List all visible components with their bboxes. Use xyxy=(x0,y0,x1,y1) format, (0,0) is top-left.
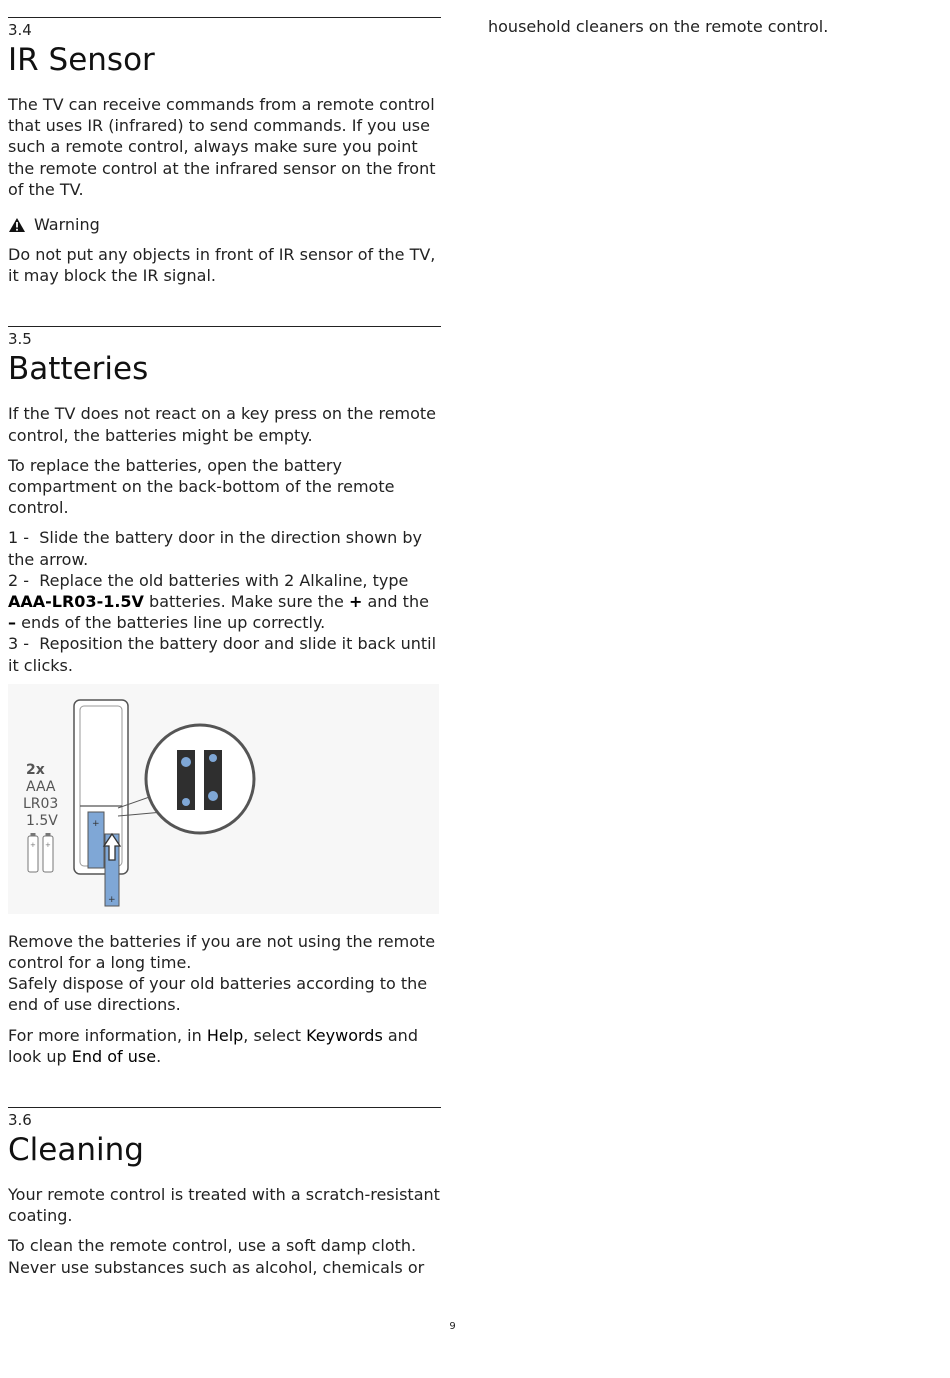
section-number: 3.5 xyxy=(8,330,32,349)
battery-model-label: LR03 xyxy=(23,795,59,812)
section-title: Batteries xyxy=(8,351,149,388)
plus-sign: + xyxy=(348,592,363,612)
warning-icon xyxy=(8,217,26,233)
step-number: 1 - xyxy=(8,528,30,548)
battery-illustration xyxy=(8,684,439,914)
svg-text:+: + xyxy=(30,840,36,849)
step-2 xyxy=(8,570,441,634)
section-number: 3.4 xyxy=(8,21,32,39)
section-title: Cleaning xyxy=(8,1132,144,1169)
more-info-text: , select xyxy=(243,1025,302,1045)
battery-count: 2x xyxy=(26,761,45,778)
cleaning-para-2-continued: household cleaners on the remote control. xyxy=(488,17,829,36)
svg-text:+: + xyxy=(108,894,116,905)
cleaning-para-2: To clean the remote control, use a soft damp cloth. Never use substances such as alcohol, chemicals or xyxy=(8,1236,425,1277)
section-batteries xyxy=(8,326,441,1067)
section-title: IR Sensor xyxy=(8,42,155,78)
step-text: ends of the batteries line up correctly. xyxy=(21,613,326,633)
ir-paragraph: The TV can receive commands from a remote control that uses IR (infrared) to send commands. If you use such a remote control, always make sure you point the remote control at the infrared sensor on the front of the TV. xyxy=(8,95,436,199)
more-info xyxy=(8,1025,441,1067)
battery-diagram xyxy=(8,684,439,914)
section-divider xyxy=(8,17,441,18)
magnified-circle xyxy=(146,725,254,833)
right-column xyxy=(488,16,928,37)
battery-voltage-label: 1.5V xyxy=(26,812,58,829)
step-number: 2 - xyxy=(8,570,30,590)
battery-in-compartment xyxy=(88,812,104,868)
step-text: batteries. Make sure the xyxy=(149,592,344,612)
more-info-text: and look up xyxy=(8,1025,418,1066)
section-cleaning xyxy=(8,1107,441,1278)
warning-text: Do not put any objects in front of IR sensor of the TV, it may block the IR signal. xyxy=(8,245,436,286)
step-text: and the xyxy=(367,592,429,612)
more-info-text: For more information, in xyxy=(8,1025,202,1045)
help-link[interactable]: Help xyxy=(206,1025,244,1045)
more-info-text: . xyxy=(156,1046,162,1066)
batteries-para-1: If the TV does not react on a key press on the remote control, the batteries might be empty. xyxy=(8,404,437,445)
battery-type: AAA-LR03-1.5V xyxy=(8,592,144,612)
svg-text:+: + xyxy=(45,840,51,849)
section-divider xyxy=(8,1107,441,1108)
section-number: 3.6 xyxy=(8,1111,32,1130)
warning-heading xyxy=(8,214,441,235)
page-number: 9 xyxy=(449,1321,456,1332)
battery-type-label: AAA xyxy=(26,778,56,795)
keywords-link[interactable]: Keywords xyxy=(306,1025,383,1045)
batteries-para-4: Safely dispose of your old batteries according to the end of use directions. xyxy=(8,974,428,1015)
section-divider xyxy=(8,326,441,327)
step-1 xyxy=(8,527,441,569)
step-3 xyxy=(8,633,441,675)
cleaning-para-1: Your remote control is treated with a scratch-resistant coating. xyxy=(8,1185,440,1226)
battery-plus-mark: + xyxy=(92,818,100,829)
step-text: Slide the battery door in the direction shown by the arrow. xyxy=(8,528,422,569)
batteries-para-3: Remove the batteries if you are not using the remote control for a long time. xyxy=(8,931,436,973)
section-ir-sensor xyxy=(8,17,441,286)
small-batteries-icon xyxy=(28,833,53,872)
minus-sign: – xyxy=(8,613,16,633)
step-text: Replace the old batteries with 2 Alkaline, type xyxy=(39,570,409,590)
batteries-para-2: To replace the batteries, open the battery compartment on the back-bottom of the remote control. xyxy=(8,455,395,518)
end-of-use-link[interactable]: End of use xyxy=(71,1046,157,1066)
step-number: 3 - xyxy=(8,634,30,654)
left-column xyxy=(8,17,441,1278)
warning-label: Warning xyxy=(34,215,100,235)
step-text: Reposition the battery door and slide it back until it clicks. xyxy=(8,634,437,675)
